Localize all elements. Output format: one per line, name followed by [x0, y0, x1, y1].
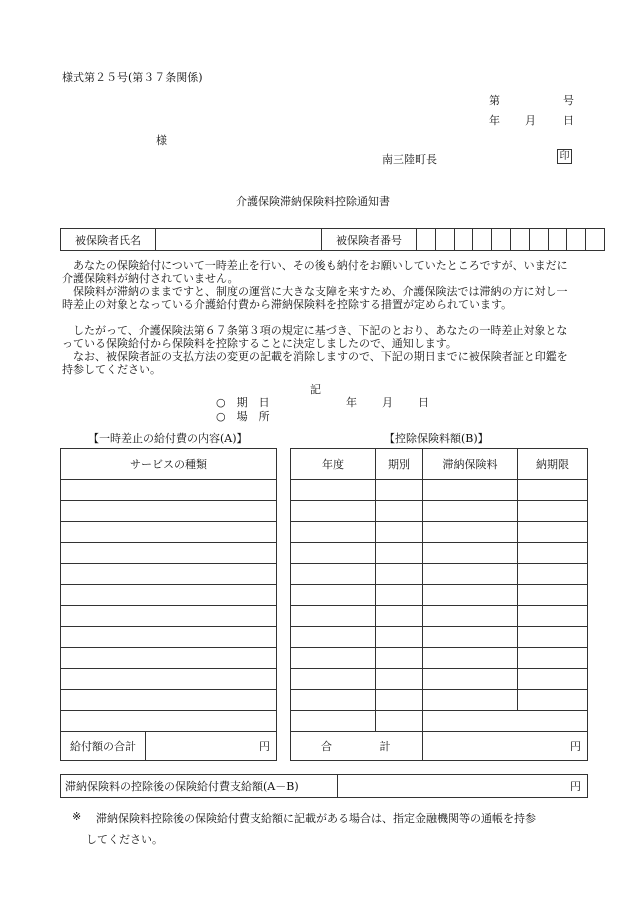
suspended-benefits-table — [60, 448, 277, 761]
schedule-year: 年 — [346, 396, 357, 409]
insured-number-digit[interactable] — [510, 229, 529, 251]
seal-mark: 印 — [557, 149, 572, 164]
premium-cell[interactable] — [423, 627, 518, 648]
addressee-sama: 様 — [156, 134, 167, 147]
service-row[interactable] — [61, 585, 277, 606]
premium-cell[interactable] — [291, 711, 376, 732]
insured-number-digit[interactable] — [417, 229, 436, 251]
premium-cell[interactable] — [291, 606, 376, 627]
premium-cell[interactable] — [376, 585, 423, 606]
premium-total-yen: 円 — [423, 732, 588, 761]
date-year: 年 — [489, 114, 500, 127]
premium-cell[interactable] — [423, 669, 518, 690]
service-row[interactable] — [61, 648, 277, 669]
benefit-total-yen: 円 — [146, 732, 277, 761]
premium-cell[interactable] — [518, 669, 588, 690]
body-paragraph-3: したがって、介護保険法第６７条第３項の規定に基づき、下記のとおり、あなたの一時差止対象となっている保険給付から保険料を控除することに決定しましたので、通知します。 — [62, 324, 568, 350]
form-code: 様式第２５号(第３７条関係) — [62, 71, 203, 84]
final-payment-label: 滞納保険料の控除後の保険給付費支給額(A－B) — [61, 775, 338, 798]
premium-cell[interactable] — [376, 606, 423, 627]
premium-total-label — [291, 732, 423, 761]
premium-cell[interactable] — [376, 522, 423, 543]
premium-cell[interactable] — [423, 522, 518, 543]
column-unpaid-premium: 滞納保険料 — [423, 449, 518, 480]
premium-cell[interactable] — [291, 627, 376, 648]
schedule-date-label: ○ 期 日 — [216, 396, 270, 409]
final-payment-table — [60, 774, 588, 798]
premium-cell[interactable] — [423, 711, 588, 732]
premium-cell[interactable] — [376, 669, 423, 690]
service-row[interactable] — [61, 543, 277, 564]
insured-name-label: 被保険者氏名 — [61, 229, 156, 251]
date-month: 月 — [525, 114, 536, 127]
service-row[interactable] — [61, 480, 277, 501]
insured-number-digit[interactable] — [586, 229, 605, 251]
insured-number-digit[interactable] — [435, 229, 454, 251]
premium-cell[interactable] — [376, 690, 423, 711]
premium-cell[interactable] — [423, 690, 518, 711]
body-paragraph-1: あなたの保険給付について一時差止を行い、その後も納付をお願いしていたところですが、いまだに介護保険料が納付されていません。 — [62, 259, 568, 285]
premium-cell[interactable] — [376, 543, 423, 564]
service-type-header: サービスの種類 — [61, 449, 277, 480]
note-line-2: してください。 — [86, 833, 163, 846]
premium-cell[interactable] — [291, 690, 376, 711]
left-section-heading: 【一時差止の給付費の内容(A)】 — [88, 432, 248, 445]
insured-info-table — [60, 228, 605, 251]
benefit-total-label: 給付額の合計 — [61, 732, 146, 761]
premium-cell[interactable] — [291, 669, 376, 690]
service-row[interactable] — [61, 627, 277, 648]
service-row[interactable] — [61, 690, 277, 711]
insured-number-label: 被保険者番号 — [322, 229, 417, 251]
insured-number-digit[interactable] — [548, 229, 567, 251]
insured-number-digit[interactable] — [492, 229, 511, 251]
premium-cell[interactable] — [376, 480, 423, 501]
body-paragraph-4: なお、被保険者証の支払方法の変更の記載を消除しますので、下記の期日までに被保険者証と印鑑を持参してください。 — [62, 350, 568, 376]
premium-cell[interactable] — [518, 522, 588, 543]
insured-number-digit[interactable] — [529, 229, 548, 251]
premium-cell[interactable] — [291, 564, 376, 585]
right-section-heading: 【控除保険料額(B)】 — [384, 432, 489, 445]
premium-cell[interactable] — [423, 501, 518, 522]
service-row[interactable] — [61, 606, 277, 627]
premium-cell[interactable] — [518, 543, 588, 564]
column-due-date: 納期限 — [518, 449, 588, 480]
premium-cell[interactable] — [376, 564, 423, 585]
premium-cell[interactable] — [376, 648, 423, 669]
premium-cell[interactable] — [376, 501, 423, 522]
column-period: 期別 — [376, 449, 423, 480]
premium-cell[interactable] — [423, 648, 518, 669]
ki-mark: 記 — [310, 383, 321, 396]
premium-cell[interactable] — [423, 606, 518, 627]
premium-cell[interactable] — [518, 480, 588, 501]
premium-cell[interactable] — [518, 501, 588, 522]
premium-total-label-1: 合 — [321, 740, 332, 753]
insured-number-digit[interactable] — [454, 229, 473, 251]
final-payment-yen: 円 — [338, 775, 588, 798]
issuer: 南三陸町長 — [382, 153, 437, 166]
premium-cell[interactable] — [291, 585, 376, 606]
body-paragraph-2: 保険料が滞納のままですと、制度の運営に大きな支障を来すため、介護保険法では滞納の方に対し一時差止の対象となっている介護給付費から滞納保険料を控除する措置が定められています。 — [62, 285, 568, 311]
premium-cell[interactable] — [423, 564, 518, 585]
date-day: 日 — [563, 114, 574, 127]
premium-cell[interactable] — [518, 564, 588, 585]
premium-cell[interactable] — [423, 543, 518, 564]
premium-cell[interactable] — [423, 480, 518, 501]
premium-cell[interactable] — [518, 648, 588, 669]
premium-cell[interactable] — [376, 627, 423, 648]
note-line-1: 滞納保険料控除後の保険給付費支給額に記載がある場合は、指定金融機関等の通帳を持参 — [96, 812, 536, 825]
service-row[interactable] — [61, 711, 277, 732]
schedule-place-label: ○ 場 所 — [216, 410, 270, 423]
premium-cell[interactable] — [291, 543, 376, 564]
deducted-premium-table — [290, 448, 588, 761]
premium-cell[interactable] — [291, 480, 376, 501]
insured-number-digit[interactable] — [473, 229, 492, 251]
premium-cell[interactable] — [518, 585, 588, 606]
premium-total-label-2: 計 — [379, 740, 391, 753]
premium-cell[interactable] — [518, 606, 588, 627]
premium-cell[interactable] — [376, 711, 423, 732]
premium-cell[interactable] — [291, 501, 376, 522]
schedule-day: 日 — [418, 396, 429, 409]
service-row[interactable] — [61, 522, 277, 543]
doc-number-dai: 第 — [489, 94, 500, 107]
insured-number-digit[interactable] — [567, 229, 586, 251]
note-mark: ※ — [72, 810, 82, 823]
doc-number-go: 号 — [563, 94, 574, 107]
insured-name-field[interactable] — [156, 229, 322, 251]
service-row[interactable] — [61, 564, 277, 585]
document-title: 介護保険滞納保険料控除通知書 — [236, 195, 390, 208]
service-row[interactable] — [61, 669, 277, 690]
premium-cell[interactable] — [518, 627, 588, 648]
premium-cell[interactable] — [423, 585, 518, 606]
service-row[interactable] — [61, 501, 277, 522]
premium-cell[interactable] — [291, 648, 376, 669]
column-fiscal-year: 年度 — [291, 449, 376, 480]
premium-cell[interactable] — [518, 690, 588, 711]
schedule-month: 月 — [382, 396, 393, 409]
premium-cell[interactable] — [291, 522, 376, 543]
